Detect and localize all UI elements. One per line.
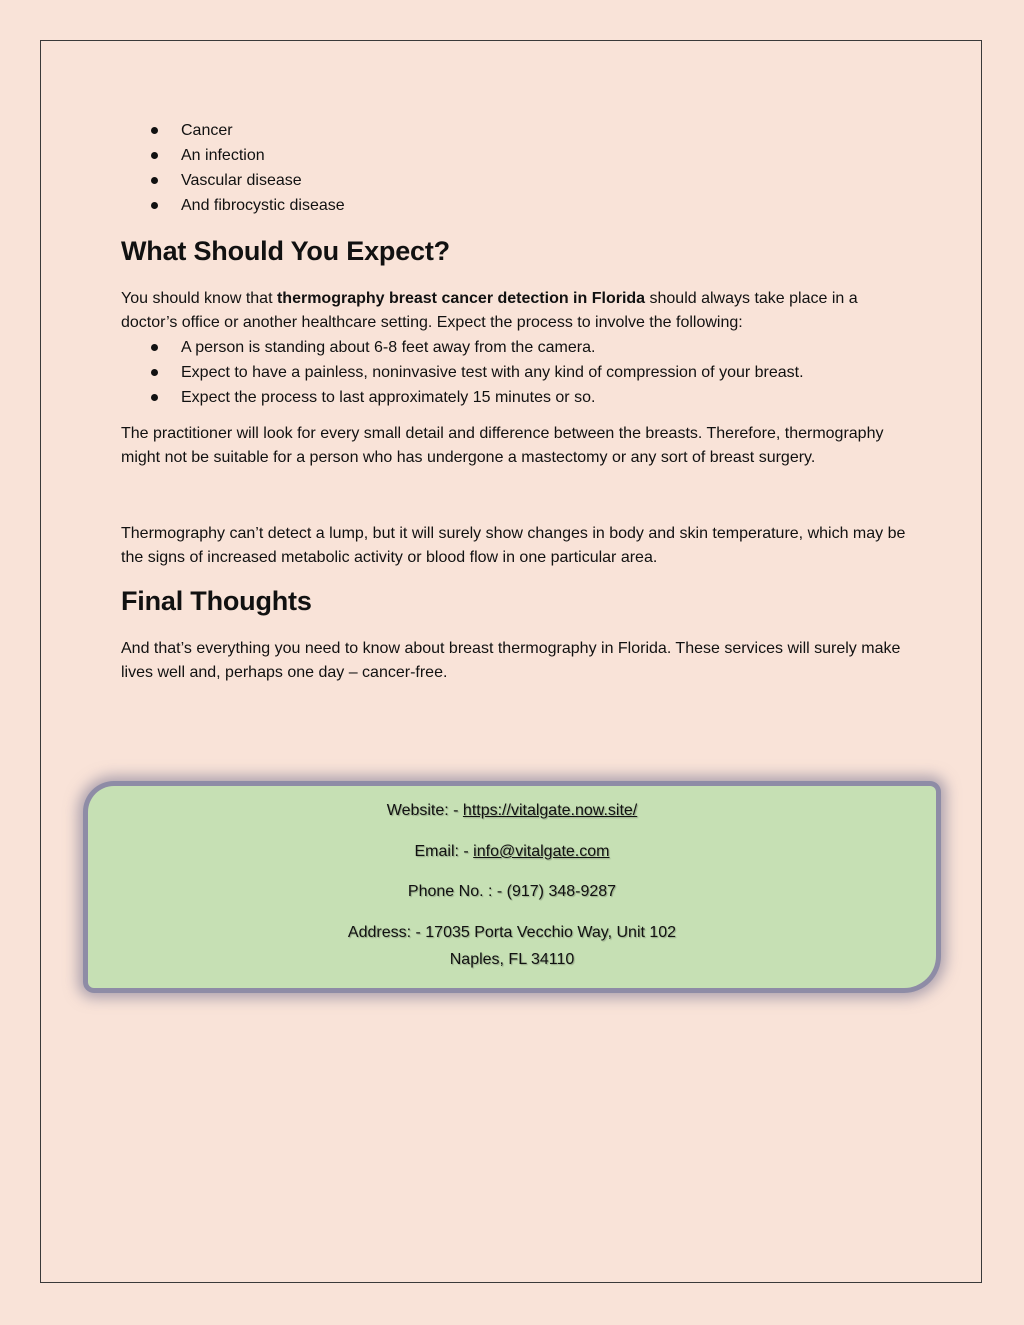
list-item [121, 385, 911, 410]
intro-prefix: You should know that [121, 290, 277, 307]
list-item-text: Expect the process to last approximately 15 minutes or so. [181, 389, 596, 406]
website-link[interactable]: https://vitalgate.now.site/ [462, 802, 638, 819]
bullet-icon [151, 202, 158, 209]
bullet-icon [151, 152, 158, 159]
list-item [121, 118, 911, 143]
list-item-text: And fibrocystic disease [181, 197, 345, 214]
website-label: Website: - [386, 802, 463, 819]
list-item-text: An infection [181, 147, 265, 164]
thermography-paragraph: Thermography can’t detect a lump, but it will surely show changes in body and skin temperature, which may be the signs of increased metabolic activity or blood flow in one particular area. [121, 525, 906, 566]
intro-paragraph [121, 287, 911, 335]
bullet-icon [151, 394, 158, 401]
practitioner-paragraph: The practitioner will look for every small detail and difference between the breasts. Therefore, thermography might not be suitable for a person who has undergone a mastectomy or any sort of breast surgery. [121, 425, 884, 466]
email-line [88, 843, 936, 861]
list-item [121, 143, 911, 168]
intro-suffix: should always take place in a doctor’s office or another healthcare setting. Expect the process to involve the following: [121, 290, 858, 331]
list-item [121, 193, 911, 218]
heading-final-thoughts: Final Thoughts [121, 586, 312, 616]
address-line-1: Address: - 17035 Porta Vecchio Way, Unit 102 [347, 924, 677, 941]
email-label: Email: - [414, 843, 474, 860]
expectations-list [121, 335, 911, 410]
website-line [88, 802, 936, 820]
bullet-icon [151, 369, 158, 376]
list-item [121, 335, 911, 360]
document-body [121, 118, 911, 685]
list-item-text: Vascular disease [181, 172, 302, 189]
list-item [121, 360, 911, 385]
bullet-icon [151, 177, 158, 184]
list-item-text: A person is standing about 6-8 feet away from the camera. [181, 339, 596, 356]
phone-line: Phone No. : - (917) 348-9287 [407, 883, 617, 900]
list-item-text: Cancer [181, 122, 233, 139]
conditions-list [121, 118, 911, 218]
address-line-2: Naples, FL 34110 [449, 951, 575, 968]
intro-bold-phrase: thermography breast cancer detection in Florida [276, 290, 646, 307]
heading-what-to-expect: What Should You Expect? [121, 236, 450, 266]
bullet-icon [151, 344, 158, 351]
contact-info-box [88, 786, 936, 988]
email-link[interactable]: info@vitalgate.com [473, 843, 610, 860]
final-paragraph: And that’s everything you need to know about breast thermography in Florida. These services will surely make lives well and, perhaps one day – cancer-free. [121, 640, 901, 681]
bullet-icon [151, 127, 158, 134]
list-item-text: Expect to have a painless, noninvasive test with any kind of compression of your breast. [181, 364, 804, 381]
list-item [121, 168, 911, 193]
